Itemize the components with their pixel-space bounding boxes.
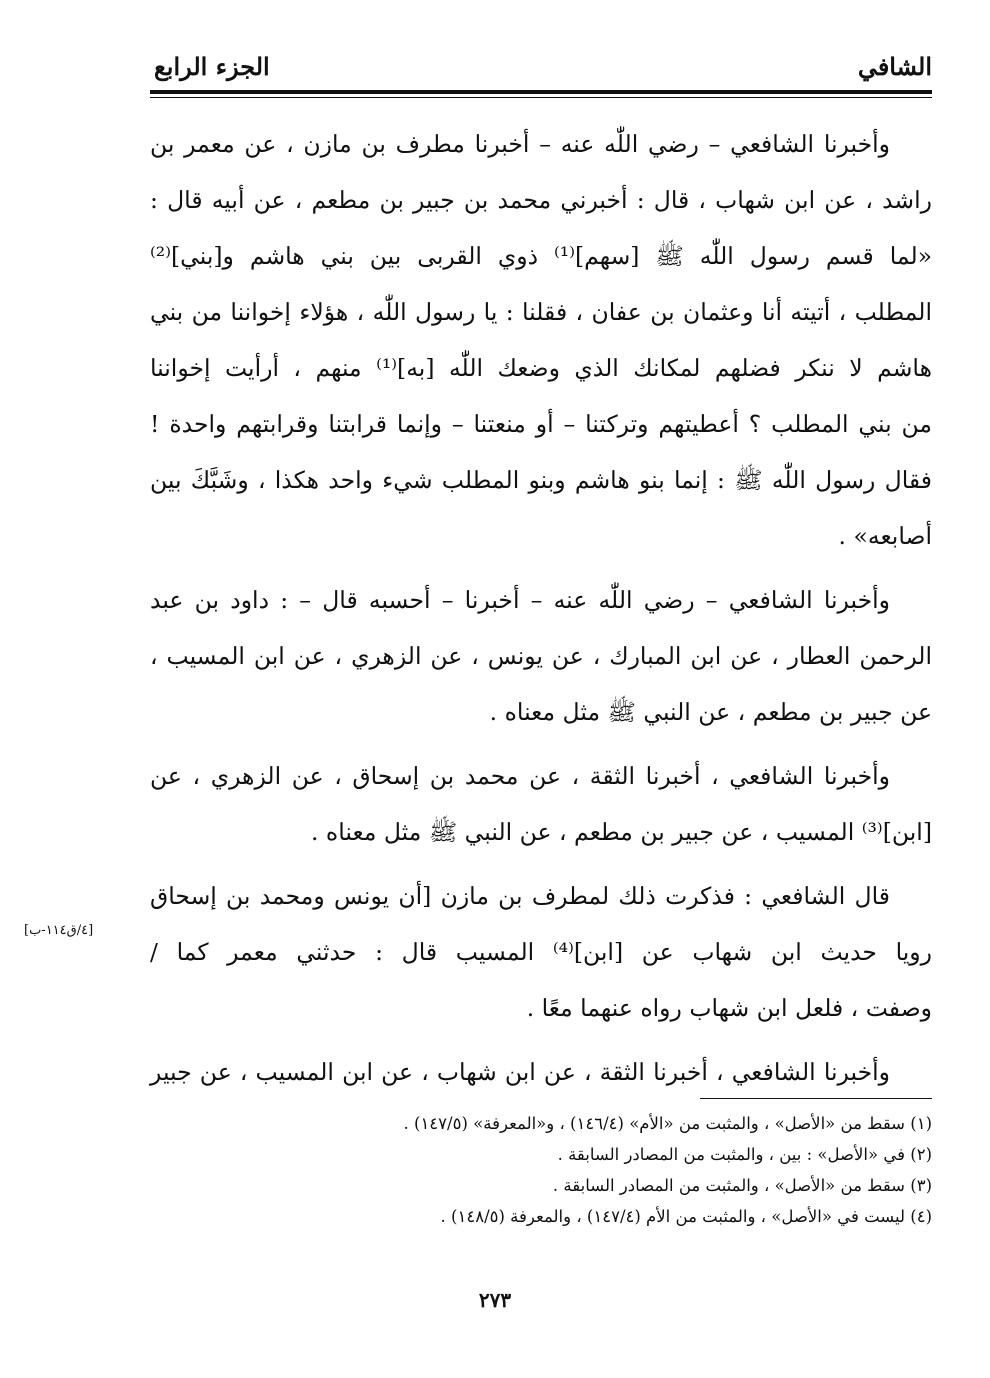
text-line: عن جبير بن مطعم ، عن النبي ﷺ مثل معناه . xyxy=(489,698,932,726)
footnote-1: (١) سقط من «الأصل» ، والمثبت من «الأم» (١٤٦/٤) ، و«المعرفة» (١٤٧/٥) . xyxy=(403,1114,932,1133)
text-line: رويا حديث ابن شهاب عن [ابن]⁽⁴⁾ المسيب قال : حدثني معمر كما / xyxy=(150,938,933,966)
page-number: ٢٧٣ xyxy=(478,1288,512,1312)
running-header xyxy=(150,52,932,92)
paragraph-3 xyxy=(150,748,932,860)
header-rule-thin xyxy=(150,97,932,98)
paragraph-1 xyxy=(150,116,932,564)
paragraph-5 xyxy=(150,1044,932,1100)
text-line: وأخبرنا الشافعي ، أخبرنا الثقة ، عن محمد بن إسحاق ، عن الزهري ، عن xyxy=(150,762,890,790)
text-line: هاشم لا ننكر فضلهم لمكانك الذي وضعك اللّٰه [به]⁽¹⁾ منهم ، أرأيت إخواننا xyxy=(150,354,932,382)
margin-manuscript-reference: [٤/ق١١٤-ب] xyxy=(24,923,94,938)
text-line: أصابعه» . xyxy=(838,522,932,550)
paragraph-2 xyxy=(150,572,932,740)
text-line: وأخبرنا الشافعي ، أخبرنا الثقة ، عن ابن شهاب ، عن ابن المسيب ، عن جبير xyxy=(150,1058,890,1086)
text-line: المطلب ، أتيته أنا وعثمان بن عفان ، فقلنا : يا رسول اللّٰه ، هؤلاء إخواننا من بني xyxy=(150,298,932,326)
header-rule-thick xyxy=(150,90,932,94)
text-line: وأخبرنا الشافعي – رضي اللّٰه عنه – أخبرنا – أحسبه قال – : داود بن عبد xyxy=(150,586,890,614)
text-line: الرحمن العطار ، عن ابن المبارك ، عن يونس ، عن الزهري ، عن ابن المسيب ، xyxy=(150,642,932,670)
text-line: [ابن]⁽³⁾ المسيب ، عن جبير بن مطعم ، عن النبي ﷺ مثل معناه . xyxy=(310,818,932,846)
body-text xyxy=(150,116,932,1100)
book-title: الشافي xyxy=(857,52,932,81)
text-line: راشد ، عن ابن شهاب ، قال : أخبرني محمد بن جبير بن مطعم ، عن أبيه قال : xyxy=(150,186,932,214)
text-line: قال الشافعي : فذكرت ذلك لمطرف بن مازن [أن يونس ومحمد بن إسحاق xyxy=(150,882,890,910)
footnote-3: (٣) سقط من «الأصل» ، والمثبت من المصادر السابقة . xyxy=(552,1176,932,1195)
paragraph-4 xyxy=(150,868,932,1036)
text-line: وصفت ، فلعل ابن شهاب رواه عنهما معًا . xyxy=(526,994,932,1022)
part-label: الجزء الرابع xyxy=(154,52,270,81)
text-line: فقال رسول اللّٰه ﷺ : إنما بنو هاشم وبنو المطلب شيء واحد هكذا ، وشَبَّكَ بين xyxy=(150,466,932,494)
footnote-2: (٢) في «الأصل» : بين ، والمثبت من المصادر السابقة . xyxy=(557,1145,932,1164)
text-line: «لما قسم رسول اللّٰه ﷺ [سهم]⁽¹⁾ ذوي القربى بين بني هاشم و[بني]⁽²⁾ xyxy=(150,242,932,270)
footnote-separator xyxy=(700,1098,932,1099)
footnote-4: (٤) ليست في «الأصل» ، والمثبت من الأم (١٤٧/٤) ، والمعرفة (١٤٨/٥) . xyxy=(440,1207,932,1226)
text-line: من بني المطلب ؟ أعطيتهم وتركتنا – أو منعتنا – وإنما قرابتنا وقرابتهم واحدة ! xyxy=(150,410,932,438)
text-line: وأخبرنا الشافعي – رضي اللّٰه عنه – أخبرنا مطرف بن مازن ، عن معمر بن xyxy=(150,130,890,158)
footnotes xyxy=(250,1108,932,1232)
